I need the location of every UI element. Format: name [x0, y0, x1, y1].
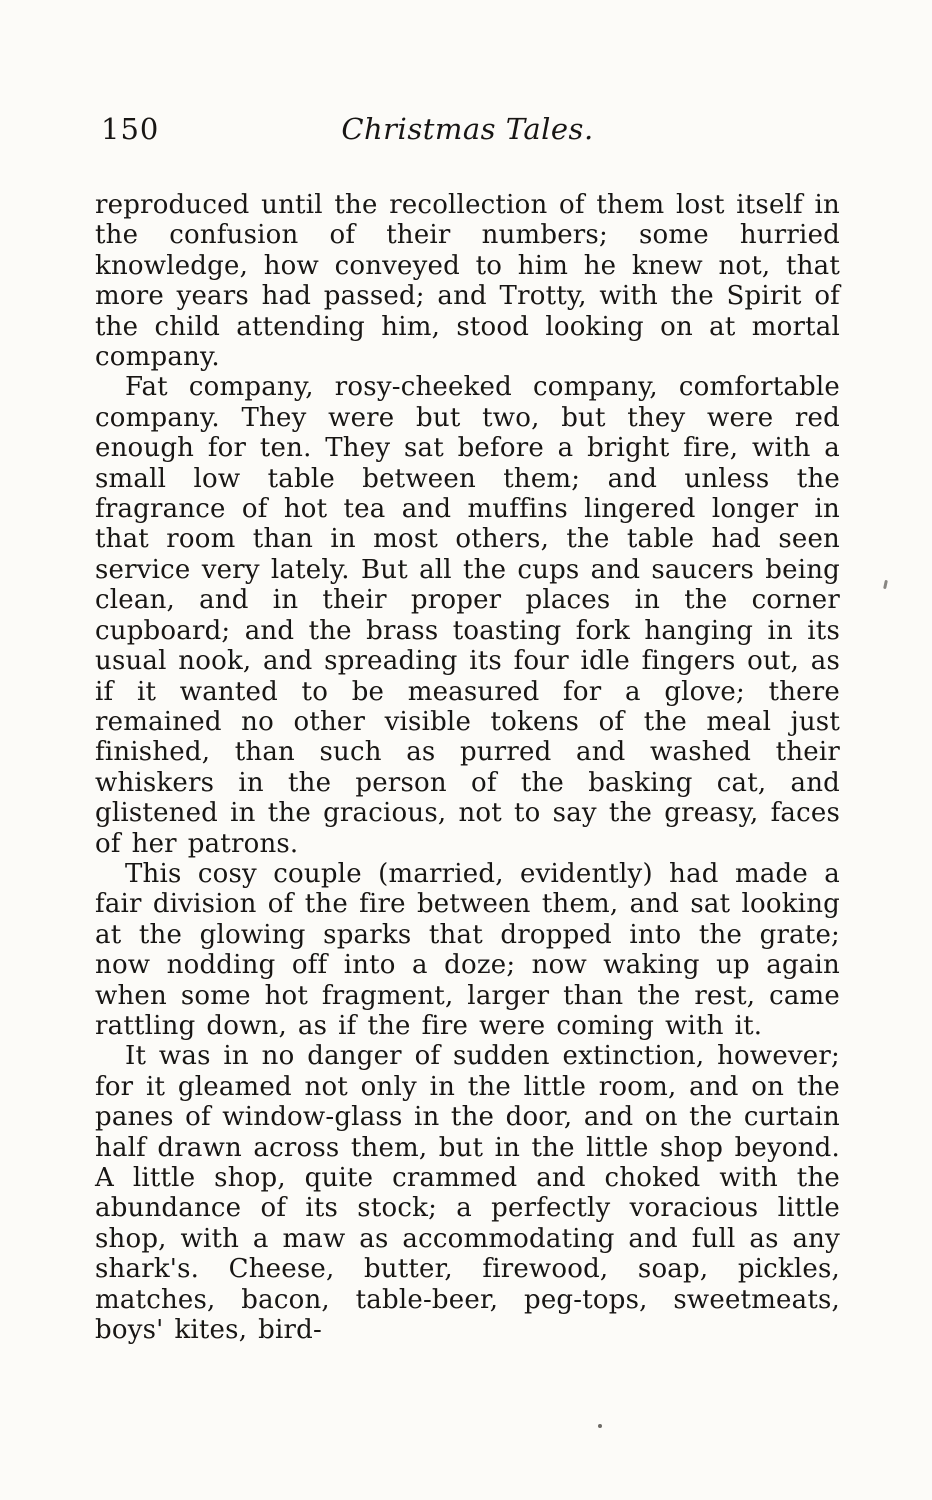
paragraph-1: reproduced until the recollection of them lost itself in the confusion of their numbers; some hurried knowledge, how conveyed to him he knew not, that more years had passed; and Trotty, with the Spirit of the child attending him, stood looking on at mortal company.	[95, 190, 840, 373]
page-number: 150	[101, 112, 160, 146]
paragraph-4: It was in no danger of sudden extinction, however; for it gleamed not only in the little room, and on the panes of window-glass in the door, and on the curtain half drawn across them, but in the little shop beyond. A little shop, quite crammed and choked with the abundance of its stock; a perfectly voracious little shop, with a maw as accommodating and full as any shark's. Cheese, butter, firewood, soap, pickles, matches, bacon, table-beer, peg-tops, sweetmeats, boys' kites, bird-	[95, 1041, 840, 1346]
page-header	[95, 112, 840, 156]
scan-speck	[598, 1424, 602, 1428]
running-title: Christmas Tales.	[341, 112, 594, 146]
scan-speck	[883, 580, 888, 589]
paragraph-2: Fat company, rosy-cheeked company, comfortable company. They were but two, but they were red enough for ten. They sat before a bright fire, with a small low table between them; and unless the fragrance of hot tea and muffins lingered longer in that room than in most others, the table had seen service very lately. But all the cups and saucers being clean, and in their proper places in the corner cupboard; and the brass toasting fork hanging in its usual nook, and spreading its four idle fingers out, as if it wanted to be measured for a glove; there remained no other visible tokens of the meal just finished, than such as purred and washed their whiskers in the person of the basking cat, and glistened in the gracious, not to say the greasy, faces of her patrons.	[95, 372, 840, 859]
page-body	[95, 190, 840, 1345]
paragraph-3: This cosy couple (married, evidently) had made a fair division of the fire between them, and sat looking at the glowing sparks that dropped into the grate; now nodding off into a doze; now waking up again when some hot fragment, larger than the rest, came rattling down, as if the fire were coming with it.	[95, 858, 840, 1041]
